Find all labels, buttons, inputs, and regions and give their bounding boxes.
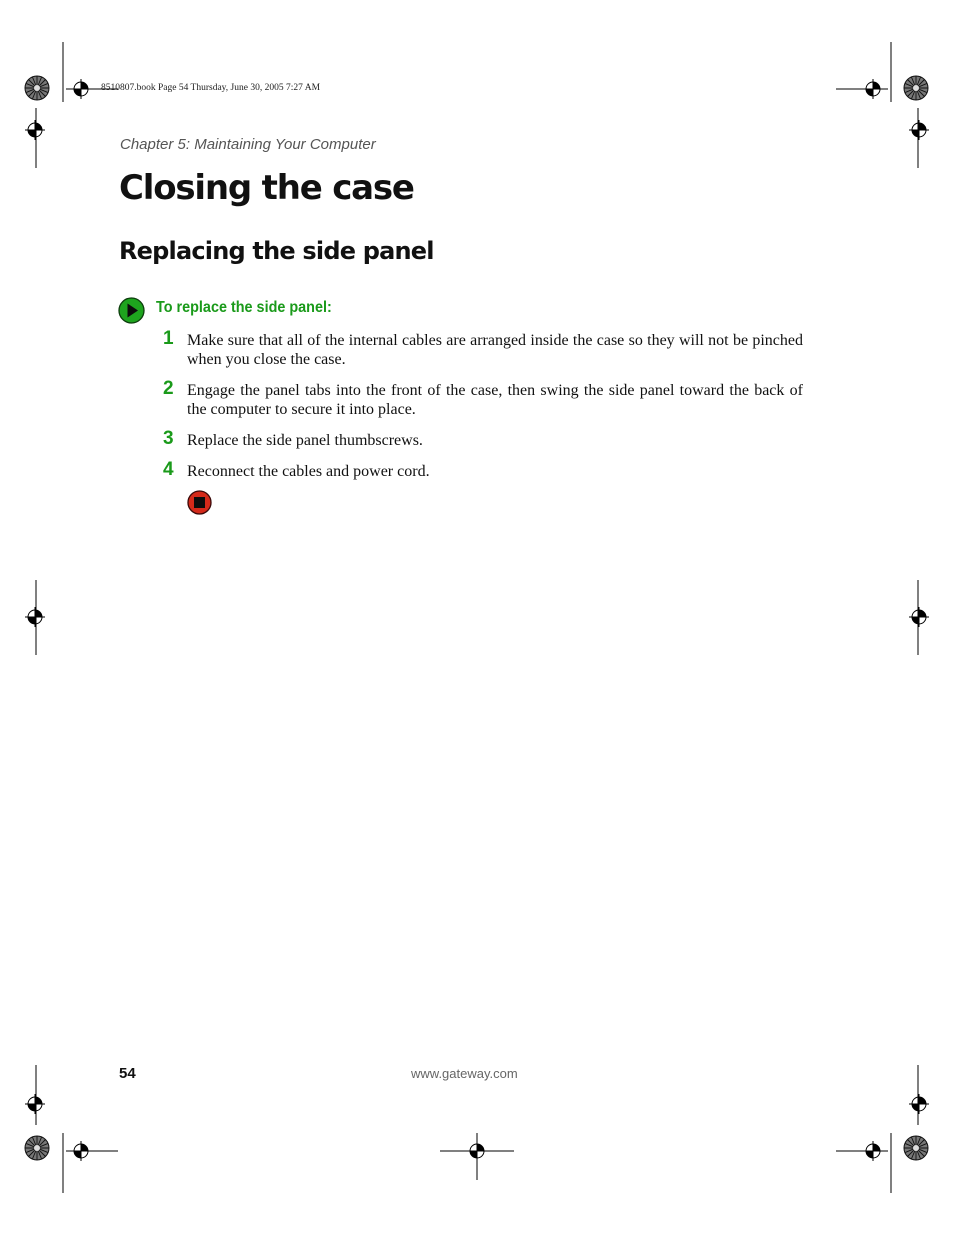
procedure-play-icon [118, 297, 145, 324]
print-slug: 8510807.book Page 54 Thursday, June 30, 2005 7:27 AM [101, 83, 321, 93]
step-number: 2 [163, 378, 174, 399]
page-number: 54 [119, 1065, 136, 1082]
step-text: Replace the side panel thumbscrews. [187, 432, 423, 449]
step-text: Engage the panel tabs into the front of the case, then swing the side panel toward the back of the computer to secure it into place. [187, 382, 803, 418]
footer-url: www.gateway.com [411, 1066, 518, 1081]
step-text: Reconnect the cables and power cord. [187, 463, 430, 480]
step-number: 1 [163, 328, 174, 349]
step-text: Make sure that all of the internal cables are arranged inside the case so they will not be pinched when you close the case. [187, 332, 803, 368]
page-title: Closing the case [119, 168, 414, 208]
step-number: 3 [163, 428, 174, 449]
procedure-stop-icon [187, 490, 212, 515]
running-head: Chapter 5: Maintaining Your Computer [120, 136, 376, 153]
section-title: Replacing the side panel [119, 237, 434, 265]
step-number: 4 [163, 459, 174, 480]
procedure-heading: To replace the side panel: [156, 299, 332, 316]
